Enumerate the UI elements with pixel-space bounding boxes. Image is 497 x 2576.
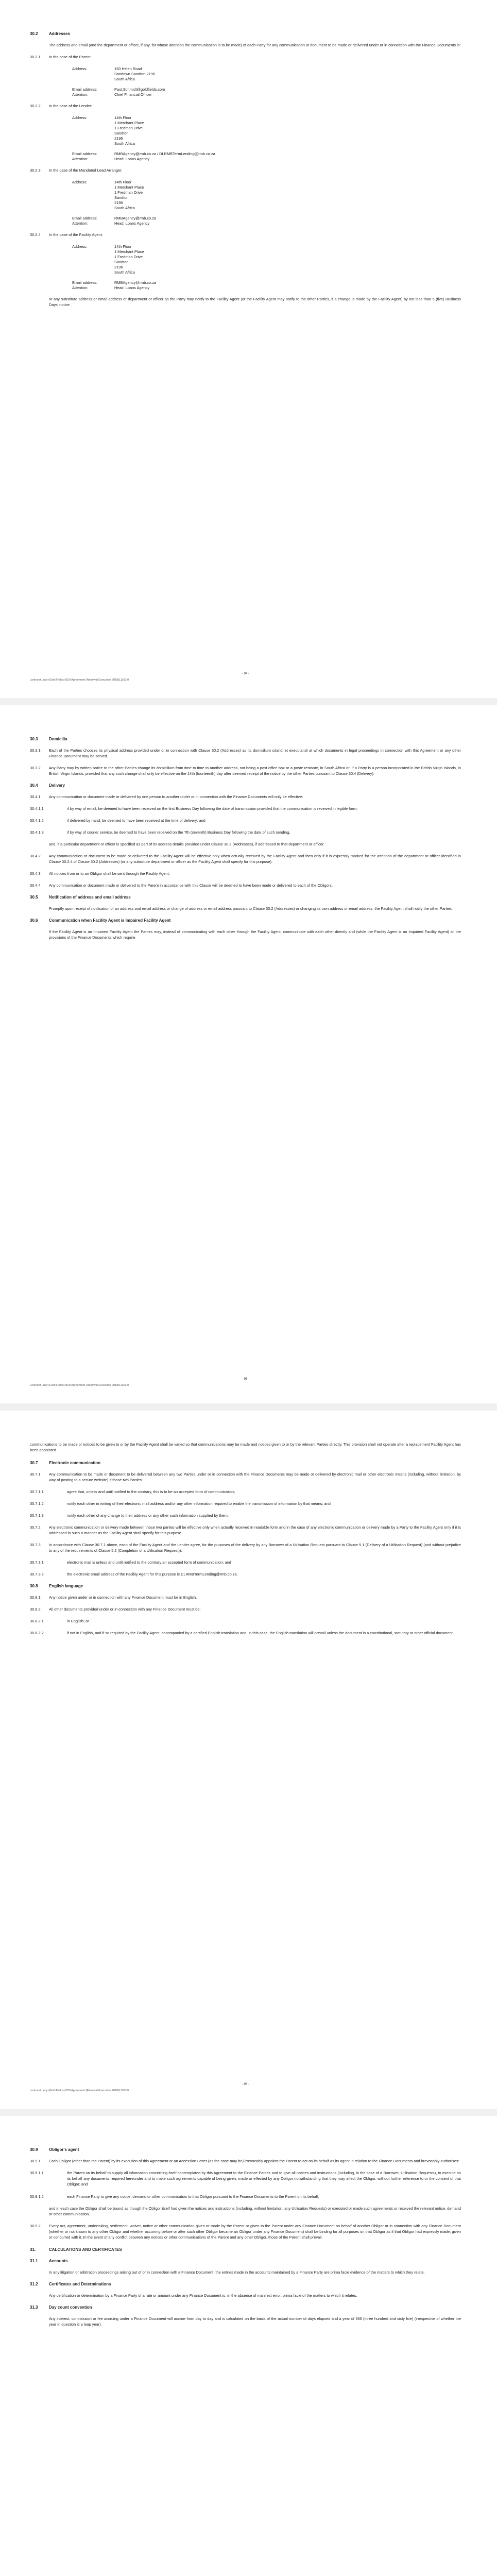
field-value: Chief Financial Officer xyxy=(114,92,152,97)
field-value: RMBAgency@rmb.co.za xyxy=(114,280,157,285)
clause-number: 30.9.1 xyxy=(30,2159,41,2163)
field-value: South Africa xyxy=(114,141,135,146)
clause-text: each Finance Party to give any notice, demand or other communication to that Obligor pursuant to the Finance Documents to the Parent on its behalf, xyxy=(67,2194,319,2199)
clause-text: In the case of the Parent: xyxy=(49,55,92,59)
field-value: Sandton xyxy=(114,195,129,200)
clause-text: notify each other in writing of their electronic mail address and/or any other information required to enable the transmission of information by that means; and xyxy=(67,1501,331,1506)
document-footer: Lonhurst Lucy (Gold Fields) B29 Agreement (Renewal Execution 2018)11163.0 xyxy=(30,679,129,682)
clause-text: In any litigation or arbitration proceedings arising out of or in connection with a Finance Document, the entries made in the accounts maintained by a Finance Party are prima facie evidence of the matters to which they relate. xyxy=(49,2270,425,2275)
field-label: Attention: xyxy=(72,221,89,226)
page-number: - 96 - xyxy=(242,2083,250,2086)
clause-heading: Certificates and Determinations xyxy=(49,2282,111,2286)
field-label: Email address: xyxy=(72,216,97,221)
clause-number: 30.3 xyxy=(30,737,38,741)
clause-number: 30.8.1 xyxy=(30,1595,41,1600)
field-value: Sandton xyxy=(114,131,129,135)
clause-text: Each of the Parties chooses its physical address provided under or in connection with Clause 30.2 (Addresses) as its domicilium citandi et executandi at which documents in legal proceedings in connection with this Agreement or any other Finance Document may be served. xyxy=(49,748,461,759)
clause-number: 30.4 xyxy=(30,783,38,788)
page-separator xyxy=(0,1403,497,1411)
field-value: 14th Floor xyxy=(114,115,132,120)
field-label: Address: xyxy=(72,115,88,120)
clause-text: If the Facility Agent is an Impaired Facility Agent the Parties may, instead of communicating with each other through the Facility Agent, communicate with each other directly and (while the Facility Agent is an Impaired Facility Agent) all the provisions of the Finance Documents which require xyxy=(49,929,461,940)
clause-number: 30.7 xyxy=(30,1461,38,1465)
field-value: 2196 xyxy=(114,200,123,205)
page-number: - 94 - xyxy=(242,672,250,675)
field-value: RMBAgency@rmb.co.za xyxy=(114,216,157,221)
field-value: 2196 xyxy=(114,265,123,269)
clause-number: 30.7.1.1 xyxy=(30,1489,44,1494)
clause-text: In the case of the Mandated Lead Arranger: xyxy=(49,168,123,173)
clause-text: In the case of the Lender: xyxy=(49,104,92,108)
clause-number: 30.4.1.2 xyxy=(30,818,44,823)
clause-text: All notices from or to an Obligor shall be sent through the Facility Agent. xyxy=(49,871,170,876)
field-value: 14th Floor xyxy=(114,244,132,249)
field-value: 1 Merchant Place xyxy=(114,249,144,254)
clause-number: 30.9.2 xyxy=(30,2224,41,2228)
field-value: 150 Helen Road xyxy=(114,66,142,71)
clause-text: Promptly upon receipt of notification of an address and email address or change of address or email address pursuant to Clause 30.2 (Addresses) or changing its own address or email address, the Facility Agent shall notify the other Parties. xyxy=(49,906,453,911)
document-footer: Lonhurst Lucy (Gold Fields) B29 Agreement (Renewal Execution 2018)11163.0 xyxy=(30,2089,129,2092)
field-label: Attention: xyxy=(72,92,89,97)
clause-number: 30.2 xyxy=(30,31,38,36)
clause-heading: CALCULATIONS AND CERTIFICATES xyxy=(49,2247,122,2252)
clause-heading: Notification of address and email address xyxy=(49,895,131,900)
clause-text: if by way of courier service, be deemed to have been received on the 7th (seventh) Business Day following the date of such sending, xyxy=(67,830,290,835)
clause-heading: English language xyxy=(49,1584,83,1588)
clause-text: and, if a particular department or officer is specified as part of its address details provided under Clause 30.2 (Addresses), if addressed to that department or officer. xyxy=(49,842,325,846)
clause-text: in English; or xyxy=(67,1619,89,1623)
clause-text: electronic mail is unless and until notified to the contrary an accepted form of communication; and xyxy=(67,1560,231,1565)
clause-number: 30.8.2.1 xyxy=(30,1619,44,1623)
clause-text: the electronic email address of the Facility Agent for this purpose is DLRMBTermLending@rmb.co.za. xyxy=(67,1572,238,1577)
clause-text: Any notice given under or in connection with any Finance Document must be in English. xyxy=(49,1595,197,1600)
clause-text: and in each case the Obligor shall be bound as though the Obligor itself had given the notices and instructions (including, without limitation, any Utilisation Requests) or executed or made such agreements or received the relevant notice, demand or other communication. xyxy=(49,2206,461,2217)
clause-number: 30.9.1.2 xyxy=(30,2194,44,2199)
clause-number: 30.6 xyxy=(30,918,38,923)
clause-number: 30.7.1.3 xyxy=(30,1513,44,1518)
clause-number: 30.5 xyxy=(30,895,38,900)
clause-text: the Parent on its behalf to supply all information concerning itself contemplated by this Agreement to the Finance Parties and to give all notices and instructions (including, in the case of a Borrower, Utilisation Requests), to execute on its behalf any documents required hereunder and to make such agreements capable of being given, made or effected by any Obligor notwithstanding that they may affect the Obligor, without further reference to or the consent of that Obligor; and xyxy=(67,2171,461,2187)
field-value: South Africa xyxy=(114,206,135,210)
clause-number: 30.7.1 xyxy=(30,1472,41,1477)
clause-text: Any electronic communication or delivery made between those two parties will be effective only when actually received in readable form and in the case of any electronic communication or delivery made by a Party to the Facility Agent only if it is addressed in such a manner as the Facility Agent shall specify for this purpose. xyxy=(49,1525,461,1536)
clause-number: 30.4.2 xyxy=(30,854,41,858)
clause-text: Each Obligor (other than the Parent) by its execution of this Agreement or an Accession Letter (as the case may be) irrevocably appoints the Parent to act on its behalf as its agent in relation to the Finance Documents and irrevocably authorises: xyxy=(49,2159,459,2163)
clause-number: 30.4.1 xyxy=(30,794,41,799)
field-label: Address: xyxy=(72,244,88,249)
field-label: Email address: xyxy=(72,280,97,285)
clause-number: 30.9 xyxy=(30,2147,38,2152)
field-label: Email address: xyxy=(72,151,97,156)
field-value: 1 Fredman Drive xyxy=(114,126,143,130)
clause-heading: Day count convention xyxy=(49,2305,92,2310)
clause-number: 30.7.1.2 xyxy=(30,1501,44,1506)
clause-number: 30.2.4 xyxy=(30,232,41,237)
field-value: RMBAgency@rmb.co.za / DLRMBTermLending@rmb.co.za xyxy=(114,151,215,156)
clause-number: 30.4.4 xyxy=(30,883,41,888)
clause-text: Any interest, commission or fee accruing under a Finance Document will accrue from day to day and is calculated on the basis of the actual number of days elapsed and a year of 365 (three hundred and sixty five) (irrespective of whether the year in question is a leap year). xyxy=(49,2316,461,2327)
field-value: Head: Loans Agency xyxy=(114,157,150,161)
clause-heading: Communication when Facility Agent is Impaired Facility Agent xyxy=(49,918,171,923)
field-label: Address: xyxy=(72,66,88,71)
document-footer: Lonhurst Lucy (Gold Fields) B29 Agreement (Renewal Execution 2018)11163.0 xyxy=(30,1384,129,1387)
page-number: - 95 - xyxy=(242,1378,250,1381)
field-value: 1 Fredman Drive xyxy=(114,190,143,195)
clause-number: 30.8.2 xyxy=(30,1607,41,1612)
clause-text: In the case of the Facility Agent: xyxy=(49,232,103,237)
clause-number: 30.8.2.2 xyxy=(30,1631,44,1635)
field-value: Paul.Schmidt@goldfields.com xyxy=(114,87,165,92)
clause-heading: Electronic communication xyxy=(49,1461,101,1465)
clause-number: 30.4.3 xyxy=(30,871,41,876)
clause-number: 30.8 xyxy=(30,1584,38,1588)
field-label: Attention: xyxy=(72,285,89,290)
field-value: South Africa xyxy=(114,270,135,275)
paragraph: communications to be made or notices to be given to or by the Facility Agent shall be varied so that communications may be made and notices given to or by the relevant Parties directly. This provision shall not operate after a replacement Facility Agent has been appointed. xyxy=(30,1442,461,1453)
clause-number: 31.1 xyxy=(30,2259,38,2263)
clause-number: 30.2.2 xyxy=(30,104,41,108)
field-value: Sandton xyxy=(114,260,129,264)
clause-heading: Domicilia xyxy=(49,737,67,741)
field-value: Sandown Sandton 2196 xyxy=(114,72,155,76)
field-label: Email address: xyxy=(72,87,97,92)
clause-text: notify each other of any change to their address or any other such information supplied by them. xyxy=(67,1513,229,1518)
field-value: 1 Fredman Drive xyxy=(114,255,143,259)
clause-number: 30.7.3 xyxy=(30,1543,41,1547)
clause-number: 30.2.3 xyxy=(30,168,41,173)
field-value: Head: Loans Agency xyxy=(114,285,150,290)
clause-text: if not in English, and if so required by the Facility Agent, accompanied by a certified English translation and, in this case, the English translation will prevail unless the document is a constitutional, statutory or other official document. xyxy=(67,1631,454,1635)
clause-number: 30.7.3.2 xyxy=(30,1572,44,1577)
clause-text: In accordance with Clause 30.7.1 above, each of the Facility Agent and the Lender agree, for the purposes of the delivery by any Borrower of a Utilisation Request pursuant to Clause 5.1 (Delivery of a Utilisation Request) (and without prejudice to any of the requirements of Clause 5.2 (Completion of a Utilisation Request)): xyxy=(49,1543,461,1553)
clause-number: 31.3 xyxy=(30,2305,38,2310)
clause-text: The address and email (and the department or officer, if any, for whose attention the communication is to be made) of each Party for any communication or document to be made or delivered under or in connection with the Finance Documents is: xyxy=(49,43,461,47)
clause-number: 30.4.1.3 xyxy=(30,830,44,835)
clause-number: 30.2.1 xyxy=(30,55,41,59)
clause-number: 30.7.3.1 xyxy=(30,1560,44,1565)
clause-number: 30.4.1.1 xyxy=(30,806,44,811)
clause-text: Any communication or document made or delivered by one person to another under or in connection with the Finance Documents will only be effective: xyxy=(49,794,303,799)
clause-text: if by way of email, be deemed to have been received on the first Business Day following the date of transmission provided that the communication is received in legible form; xyxy=(67,806,358,811)
clause-number: 30.7.2 xyxy=(30,1525,41,1530)
field-value: Head: Loans Agency xyxy=(114,221,150,226)
clause-heading: Addresses xyxy=(49,31,70,36)
clause-text: Every act, agreement, undertaking, settlement, waiver, notice or other communication given or made by the Parent or given to the Parent under any Finance Document on behalf of another Obligor or in connection with any Finance Document (whether or not known to any other Obligor and whether occurring before or after such other Obligor became an Obligor under any Finance Document) shall be binding for all purposes on that Obligor as if that Obligor had expressly made, given or concurred with it. In the event of any conflict between any notices or other communications of the Parent and any other Obligor, those of the Parent shall prevail. xyxy=(49,2224,461,2240)
clause-text: Any communication or document to be made or delivered to the Facility Agent will be effective only when actually received by the Facility Agent and then only if it is expressly marked for the attention of the department or officer identified in Clause 30.2.4 of Clause 30.2 (Addresses) (or any substitute department or officer as the Facility Agent shall specify for this purpose). xyxy=(49,854,461,865)
clause-text: or any substitute address or email address or department or officer as the Party may notify to the Facility Agent (or the Facility Agent may notify to the other Parties, if a change is made by the Facility Agent) by not less than 5 (five) Business Days' notice. xyxy=(49,297,461,308)
clause-number: 30.3.2 xyxy=(30,766,41,770)
field-label: Address: xyxy=(72,180,88,184)
clause-text: Any communication or document made or delivered to the Parent in accordance with this Clause will be deemed to have been made or delivered to each of the Obligors. xyxy=(49,883,333,888)
page-separator xyxy=(0,2109,497,2116)
field-value: 1 Merchant Place xyxy=(114,185,144,190)
clause-text: if delivered by hand, be deemed to have been received at the time of delivery; and xyxy=(67,818,205,823)
field-label: Attention: xyxy=(72,157,89,161)
clause-heading: Obligor's agent xyxy=(49,2147,79,2152)
clause-text: Any Party may by written notice to the other Parties change its domicilium from time to time to another address, not being a post office box or a poste restante, in South Africa or, if a Party is a person incorporated in the British Virgin Islands, in British Virgin Islands, provided that any such change shall only be effective on the 14th (fourteenth) day after deemed receipt of the notice by the other Parties pursuant to Clause 30.4 (Delivery). xyxy=(49,766,461,776)
page-separator xyxy=(0,698,497,705)
field-value: 1 Merchant Place xyxy=(114,121,144,125)
clause-number: 31.2 xyxy=(30,2282,38,2286)
clause-text: Any certification or determination by a Finance Party of a rate or amount under any Finance Document is, in the absence of manifest error, prima facie of the matters to which it relates. xyxy=(49,2293,357,2298)
clause-text: Any communication to be made or document to be delivered between any two Parties under or in connection with the Finance Documents may be made or delivered by electronic mail or other electronic means (including, without limitation, by way of posting to a secure website) if those two Parties: xyxy=(49,1472,461,1483)
field-value: 2196 xyxy=(114,136,123,141)
clause-text: All other documents provided under or in connection with any Finance Document must be: xyxy=(49,1607,201,1612)
clause-text: agree that, unless and until notified to the contrary, this is to be an accepted form of communication; xyxy=(67,1489,235,1494)
clause-number: 30.3.1 xyxy=(30,748,41,753)
clause-heading: Delivery xyxy=(49,783,65,788)
field-value: 14th Floor xyxy=(114,180,132,184)
clause-number: 31. xyxy=(30,2247,36,2252)
field-value: South Africa xyxy=(114,77,135,81)
clause-heading: Accounts xyxy=(49,2259,68,2263)
clause-number: 30.9.1.1 xyxy=(30,2171,44,2175)
